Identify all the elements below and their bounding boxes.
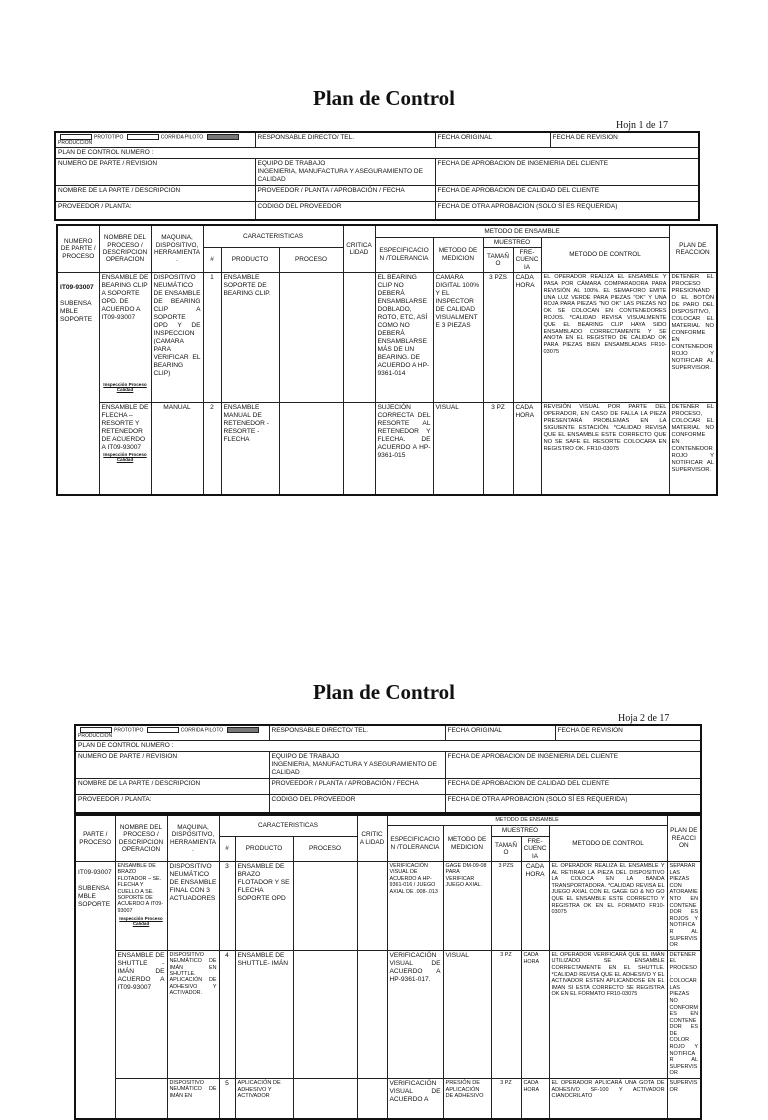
inspection-link[interactable]: Inspección Proceso Calidad bbox=[103, 452, 147, 463]
col-num: # bbox=[203, 247, 221, 272]
reaction-cell: DETENER EL PROCESO, COLOCAR EL MATERIAL NO CONFORME EN CONTENEDOR ROJO Y NOTIFICAR AL SUPERVISOR. bbox=[669, 403, 717, 495]
sheet-number: Hojn 1 de 17 bbox=[616, 120, 668, 131]
col-muestreo: MUESTREO bbox=[491, 826, 549, 836]
control-cell: EL OPERADOR APLICARÁ UNA GOTA DE ADHESIVO SF-100 Y ACTIVADOR CIANOCRILATO bbox=[549, 1079, 667, 1119]
spec-cell: EL BEARING CLIP NO DEBERÁ ENSAMBLARSE DOBLADO, ROTO, ETC, ASÍ COMO NO DEBERÁ ENSAMBLARSE MÁS DE UN BEARING. DE ACUERDO A HP-9361-014 bbox=[375, 273, 433, 403]
part-cell: IT09-93007 SUBENSA MBLE SOPORTE bbox=[57, 273, 99, 495]
col-metodo-control: METODO DE CONTROL bbox=[541, 237, 669, 273]
size-cell: 3 PZ bbox=[483, 403, 513, 495]
corrida-piloto-checkbox[interactable] bbox=[147, 727, 179, 733]
frequency-cell: CADA HORA bbox=[513, 273, 541, 403]
stage-checkboxes: PROTOTIPO CORRIDA PILOTO PRODUCCION bbox=[55, 132, 255, 148]
plan-numero-field[interactable]: PLAN DE CONTROL NUMERO : bbox=[55, 148, 699, 159]
proveedor-planta-field[interactable]: PROVEEDOR / PLANTA: bbox=[75, 795, 269, 813]
process-name-cell bbox=[115, 1079, 167, 1119]
frequency-cell: CADA HORA bbox=[521, 862, 549, 951]
codigo-field[interactable]: CODIGO DEL PROVEEDOR bbox=[269, 795, 445, 813]
inspection-link[interactable]: Inspección Proceso Calidad bbox=[119, 916, 163, 927]
product-cell: ENSAMBLE SOPORTE DE BEARING CLIP. bbox=[221, 273, 279, 403]
header-table bbox=[54, 131, 700, 221]
char-num-cell: 2 bbox=[203, 403, 221, 495]
fecha-otra-field[interactable]: FECHA DE OTRA APROBACION (SOLO SÍ ES REQUERIDA) bbox=[445, 795, 701, 813]
col-especificacion: ESPECIFICACION /TOLERANCIA bbox=[375, 237, 433, 273]
fecha-original-field[interactable]: FECHA ORIGINAL bbox=[445, 725, 555, 741]
col-num: # bbox=[219, 836, 235, 861]
col-maquina: MAQUINA, DISPOSITIVO, HERRAMIENTA. bbox=[167, 815, 219, 862]
produccion-checkbox[interactable] bbox=[207, 134, 239, 140]
char-num-cell: 1 bbox=[203, 273, 221, 403]
col-metodo-ensamble: METODO DE ENSAMBLE bbox=[387, 815, 667, 826]
reaction-cell: DETENER EL PROCESO PRESIONANDO EL BOTÓN DE PARO DEL DISPOSITIVO, COLOCAR EL MATERIAL NO CONFORME EN CONTENEDOR ROJO Y NOTIFICAR AL SUPERVISOR. bbox=[669, 273, 717, 403]
nombre-parte-field[interactable]: NOMBRE DE LA PARTE / DESCRIPCION bbox=[55, 186, 255, 202]
col-metodo-medicion: METODO DE MEDICION bbox=[433, 237, 483, 273]
machine-cell: DISPOSITIVO NEUMÁTICO DE IMÁN EN bbox=[167, 1079, 219, 1119]
col-caracteristicas: CARACTERISTICAS bbox=[203, 225, 343, 247]
product-cell: ENSAMBLE DE SHUTTLE- IMÁN bbox=[235, 950, 293, 1078]
col-tamano: TAMAÑO bbox=[491, 836, 521, 861]
frequency-cell: CADA HORA bbox=[521, 950, 549, 1078]
proveedor-aprob-field[interactable]: PROVEEDOR / PLANTA / APROBACIÓN / FECHA bbox=[255, 186, 435, 202]
measure-cell: CAMARA DIGITAL 100% Y EL INSPECTOR DE CALIDAD VISUALMENT E 3 PIEZAS bbox=[433, 273, 483, 403]
spec-cell: VERIFICACIÓN VISUAL DE ACUERDO A HP-9361-016 / JUEGO AXIAL DE .008-.013 bbox=[387, 862, 443, 951]
inspection-link[interactable]: Inspección Proceso Calidad bbox=[103, 382, 147, 393]
process-name-cell: ENSAMBLE DE BRAZO FLOTADOR – SE. FLECHA Y CUELLO A SE. SOPORTE DE ACUERDO A IT09-93007 Inspección Proceso Calidad bbox=[115, 862, 167, 951]
machine-cell: DISPOSITIVO NEUMÁTICO DE ENSAMBLE FINAL CON 3 ACTUADORES bbox=[167, 862, 219, 951]
part-cell: IT09-93007 SUBENSA MBLE SOPORTE bbox=[75, 862, 115, 1119]
col-proceso: PROCESO bbox=[293, 836, 357, 861]
spec-cell: VERIFICACIÓN VISUAL DE ACUERDO A HP-9361-017. bbox=[387, 950, 443, 1078]
col-numero-parte: NUMERO DE PARTE / PROCESO bbox=[57, 225, 99, 273]
product-cell: APLICACIÓN DE ADHESIVO Y ACTIVADOR bbox=[235, 1079, 293, 1119]
col-plan-reaccion: PLAN DE REACCION bbox=[669, 225, 717, 273]
col-nombre-proceso: NOMBRE DEL PROCESO / DESCRIPCION OPERACION bbox=[99, 225, 151, 273]
process-name-cell: ENSAMBLE DE FLECHA – RESORTE Y RETENEDOR DE ACUERDO A IT09-93007 Inspección Proceso Calidad bbox=[99, 403, 151, 495]
col-caracteristicas: CARACTERISTICAS bbox=[219, 815, 357, 836]
control-cell: EL OPERADOR REALIZA EL ENSAMBLE Y PASA POR CÁMARA COMPARADORA PARA REVISIÓN AL 100%. EL SEMAFORO EMITE UNA LUZ VERDE PARA PIEZAS "OK" Y UNA ROJA PARA PIEZAS "NO OK" LAS PIEZAS NO OK SE COLOCAN EN CONTENEDORES ROJOS. *CALIDAD REVISA VISUALMENTE QUE EL BEARING CLIP HAYA SIDO ENSAMBLADO CORRECTAMENTE Y SE ANOTA EN EL REGISTRO DE CALIDAD OK PARA PIEZAS BIEN ENSAMBLADAS FR10-03075 bbox=[541, 273, 669, 403]
size-cell: 3 PZ bbox=[491, 1079, 521, 1119]
col-frecuencia: FRE-CUENCIA bbox=[513, 247, 541, 272]
prototipo-checkbox[interactable] bbox=[60, 134, 92, 140]
corrida-piloto-checkbox[interactable] bbox=[127, 134, 159, 140]
col-muestreo: MUESTREO bbox=[483, 237, 541, 247]
col-producto: PRODUCTO bbox=[221, 247, 279, 272]
table-row bbox=[75, 1079, 701, 1119]
responsable-field[interactable]: RESPONSABLE DIRECTO/ TEL. bbox=[269, 725, 445, 741]
sheet-number: Hoja 2 de 17 bbox=[618, 713, 670, 724]
reaction-cell: SUPERVISOR bbox=[667, 1079, 701, 1119]
proveedor-planta-field[interactable]: PROVEEDOR / PLANTA: bbox=[55, 202, 255, 220]
fecha-otra-field[interactable]: FECHA DE OTRA APROBACION (SOLO SÍ ES REQUERIDA) bbox=[435, 202, 699, 220]
char-num-cell: 5 bbox=[219, 1079, 235, 1119]
criticality-cell bbox=[343, 403, 375, 495]
size-cell: 3 PZS bbox=[491, 862, 521, 951]
size-cell: 3 PZ bbox=[491, 950, 521, 1078]
control-cell: REVISIÓN VISUAL POR PARTE DEL OPERADOR, EN CASO DE FALLA LA PIEZA PRESENTARÁ PROBLEMAS EN LA SIGUIENTE ESTACIÓN. *CALIDAD REVISA QUE EL ENSAMBLE ESTE CORRECTO QUE NO SE SAFE EL RESORTE COLOCARA EN REGISTRO OK. FR10-03075 bbox=[541, 403, 669, 495]
criticality-cell bbox=[343, 273, 375, 403]
col-metodo-ensamble: METODO DE ENSAMBLE bbox=[375, 225, 669, 237]
col-numero-parte: PARTE / PROCESO bbox=[75, 815, 115, 862]
spec-cell: VERIFICACIÓN VISUAL DE ACUERDO A bbox=[387, 1079, 443, 1119]
process-name-cell: ENSAMBLE DE SHUTTLE - IMÁN DE ACUERDO A IT09-93007 bbox=[115, 950, 167, 1078]
process-cell bbox=[293, 862, 357, 951]
col-especificacion: ESPECIFICACION /TOLERANCIA bbox=[387, 826, 443, 862]
prototipo-checkbox[interactable] bbox=[80, 727, 112, 733]
header-table bbox=[74, 724, 702, 814]
col-producto: PRODUCTO bbox=[235, 836, 293, 861]
numero-parte-field[interactable]: NUMERO DE PARTE / REVISION bbox=[55, 159, 255, 186]
machine-cell: DISPOSITIVO NEUMÁTICO DE IMÁN EN SHUTTLE. APLICACIÓN DE ADHESIVO Y ACTIVADOR. bbox=[167, 950, 219, 1078]
criticality-cell bbox=[357, 950, 387, 1078]
size-cell: 3 PZS bbox=[483, 273, 513, 403]
criticality-cell bbox=[357, 1079, 387, 1119]
machine-cell: DISPOSITIVO NEUMÁTICO DE ENSAMBLE DE BEARING CLIP A SOPORTE OPD Y DE INSPECCION (CAMARA PARA VERIFICAR EL BEARING CLIP) bbox=[151, 273, 203, 403]
process-cell bbox=[279, 273, 343, 403]
page-title: Plan de Control bbox=[313, 86, 455, 110]
process-cell bbox=[293, 1079, 357, 1119]
measure-cell: VISUAL bbox=[433, 403, 483, 495]
col-maquina: MAQUINA, DISPOSITIVO, HERRAMIENTA. bbox=[151, 225, 203, 273]
control-cell: EL OPERADOR VERIFICARÁ QUE EL IMÁN UTILIZADO SE ENSAMBLE CORRECTAMENTE EN EL SHUTTLE. *CALIDAD REVISA QUE EL ADHESIVO Y EL ACTIVADOR ESTEN APLICANDOSE EN EL IMAN SI ESTA CORRECTO SE REGISTRA OK EN EL FORMATO FR10-03075 bbox=[549, 950, 667, 1078]
col-tamano: TAMAÑO bbox=[483, 247, 513, 272]
responsable-field[interactable]: RESPONSABLE DIRECTO/ TEL. bbox=[255, 132, 435, 148]
produccion-checkbox[interactable] bbox=[227, 727, 259, 733]
col-critica: CRITICA LIDAD bbox=[343, 225, 375, 273]
machine-cell: MANUAL bbox=[151, 403, 203, 495]
col-metodo-medicion: METODO DE MEDICION bbox=[443, 826, 491, 862]
col-proceso: PROCESO bbox=[279, 247, 343, 272]
char-num-cell: 3 bbox=[219, 862, 235, 951]
page-title: Plan de Control bbox=[313, 680, 455, 704]
control-cell: EL OPERADOR REALIZA EL ENSAMBLE Y AL RETIRAR LA PIEZA DEL DISPOSITIVO LA COLOCA EN LA BANDA TRANSPORTADORA. *CALIDAD REVISA EL JUEGO AXIAL CON EL GAGE GO & NO GO QUE EL ENSAMBLE ESTE CORRECTO Y REGISTRA OK EN EL FORMATO FR10-03075 bbox=[549, 862, 667, 951]
product-cell: ENSAMBLE DE BRAZO FLOTADOR Y SE FLECHA SOPORTE OPD bbox=[235, 862, 293, 951]
col-critica: CRITICA LIDAD bbox=[357, 815, 387, 862]
reaction-cell: DETENER EL PROCESO, COLOCAR LAS PIEZAS NO CONFORMES EN CONTENEDOR ES DE COLOR ROJO Y NOTIFICAR AL SUPERVISOR bbox=[667, 950, 701, 1078]
fecha-aprob-ing-field[interactable]: FECHA DE APROBACION DE INGENIERIA DEL CLIENTE bbox=[435, 159, 699, 186]
control-plan-table bbox=[74, 814, 702, 1120]
control-plan-table bbox=[56, 224, 718, 496]
numero-parte-field[interactable]: NUMERO DE PARTE / REVISION bbox=[75, 752, 269, 779]
equipo-field[interactable]: EQUIPO DE TRABAJO INGENIERIA, MANUFACTURA Y ASEGURAMIENTO DE CALIDAD bbox=[269, 752, 445, 779]
equipo-field[interactable]: EQUIPO DE TRABAJO INGENIERIA, MANUFACTURA Y ASEGURAMIENTO DE CALIDAD bbox=[255, 159, 435, 186]
char-num-cell: 4 bbox=[219, 950, 235, 1078]
criticality-cell bbox=[357, 862, 387, 951]
codigo-field[interactable]: CODIGO DEL PROVEEDOR bbox=[255, 202, 435, 220]
table-row bbox=[57, 273, 717, 403]
fecha-original-field[interactable]: FECHA ORIGINAL bbox=[435, 132, 550, 148]
fecha-aprob-cal-field[interactable]: FECHA DE APROBACION DE CALIDAD DEL CLIENTE bbox=[445, 779, 701, 795]
process-cell bbox=[279, 403, 343, 495]
fecha-revision-field[interactable]: FECHA DE REVISION bbox=[550, 132, 699, 148]
table-row bbox=[57, 403, 717, 495]
table-row bbox=[75, 950, 701, 1078]
spec-cell: SUJECIÓN CORRECTA DEL RESORTE AL RETENEDOR Y FLECHA. DE ACUERDO A HP-9361-015 bbox=[375, 403, 433, 495]
measure-cell: PRESIÓN DE APLICACIÓN DE ADHESIVO bbox=[443, 1079, 491, 1119]
col-nombre-proceso: NOMBRE DEL PROCESO / DESCRIPCION OPERACION bbox=[115, 815, 167, 862]
plan-numero-field[interactable]: PLAN DE CONTROL NUMERO : bbox=[75, 741, 701, 752]
process-cell bbox=[293, 950, 357, 1078]
table-row bbox=[75, 862, 701, 951]
col-frecuencia: FRE-CUENCIA bbox=[521, 836, 549, 861]
frequency-cell: CADA HORA bbox=[521, 1079, 549, 1119]
stage-checkboxes: PROTOTIPO CORRIDA PILOTO PRODUCCION bbox=[75, 725, 269, 741]
measure-cell: VISUAL bbox=[443, 950, 491, 1078]
frequency-cell: CADA HORA bbox=[513, 403, 541, 495]
col-metodo-control: METODO DE CONTROL bbox=[549, 826, 667, 862]
fecha-aprob-ing-field[interactable]: FECHA DE APROBACION DE INGENIERIA DEL CLIENTE bbox=[445, 752, 701, 779]
process-name-cell: ENSAMBLE DE BEARING CLIP A SOPORTE OPD. DE ACUERDO A IT09-93007 Inspección Proceso Calidad bbox=[99, 273, 151, 403]
product-cell: ENSAMBLE MANUAL DE RETENEDOR - RESORTE - FLECHA bbox=[221, 403, 279, 495]
fecha-revision-field[interactable]: FECHA DE REVISION bbox=[555, 725, 701, 741]
fecha-aprob-cal-field[interactable]: FECHA DE APROBACION DE CALIDAD DEL CLIENTE bbox=[435, 186, 699, 202]
measure-cell: GAGE DM-09-08 PARA VERIFICAR JUEGO AXIAL. bbox=[443, 862, 491, 951]
nombre-parte-field[interactable]: NOMBRE DE LA PARTE / DESCRIPCION bbox=[75, 779, 269, 795]
col-plan-reaccion: PLAN DE REACCION bbox=[667, 815, 701, 862]
proveedor-aprob-field[interactable]: PROVEEDOR / PLANTA / APROBACIÓN / FECHA bbox=[269, 779, 445, 795]
reaction-cell: SEPARAR LAS PIEZAS CON ATORAMIENTO EN CONTENEDOR ES ROJOS Y NOTIFICAR AL SUPERVISOR bbox=[667, 862, 701, 951]
